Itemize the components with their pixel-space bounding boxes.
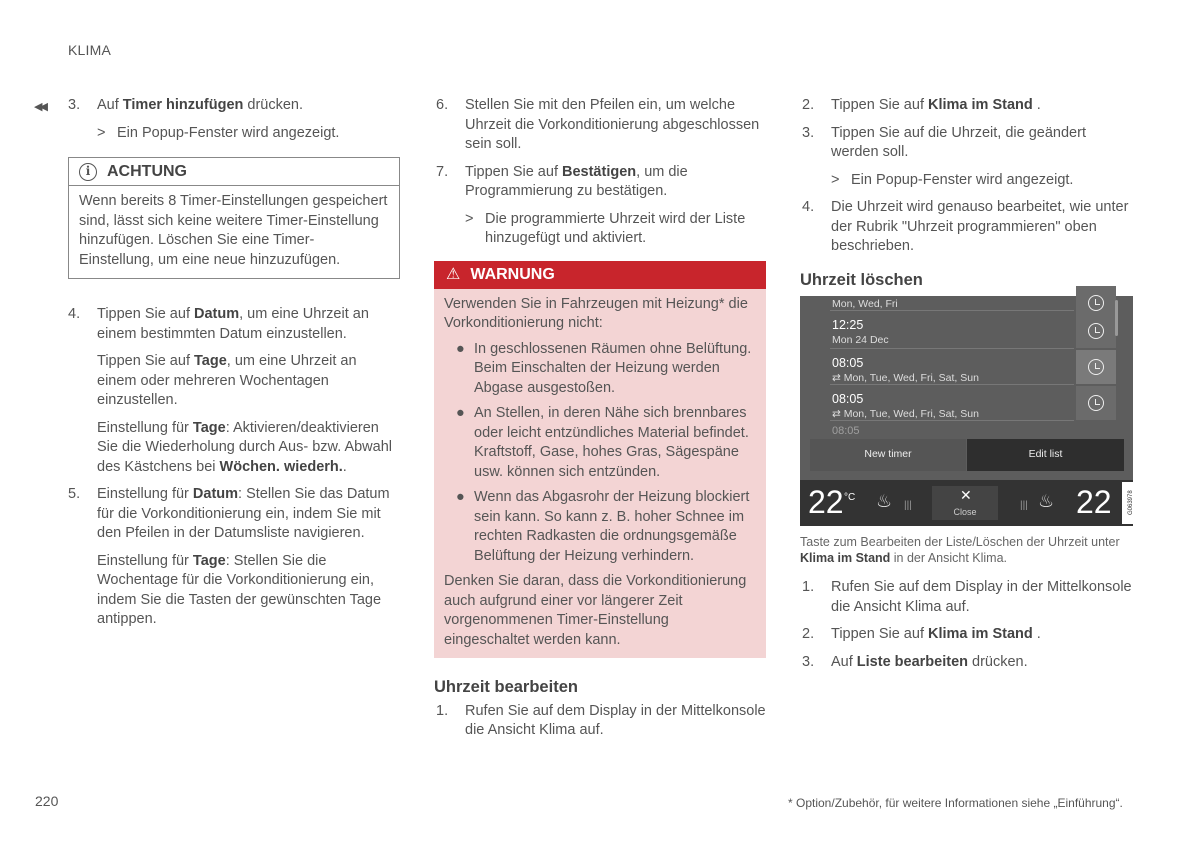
edit-list-button[interactable]: Edit list xyxy=(967,439,1124,471)
timer-clock-icon[interactable] xyxy=(1076,386,1116,420)
warnung-bullet: ● An Stellen, in deren Nähe sich brennbares oder leicht entzündliches Material befindet. Kraftstoff, Gase, hohes Gras, Sägespäne usw. können sich entzünden. xyxy=(456,405,749,480)
warnung-bullet: ● In geschlossenen Räumen ohne Belüftung. Beim Einschalten der Heizung werden Abgase ausgestoßen. xyxy=(456,340,752,396)
step-3: ◀◀ 3. Auf Timer hinzufügen drücken. xyxy=(66,96,400,116)
column-2 xyxy=(434,96,766,749)
level-indicator: ||| xyxy=(904,500,912,511)
warnung-outro: Denken Sie daran, dass die Vorkonditionierung auch aufgrund einer vor längerer Zeit vorgenommenen Timer-Einstellung eingeschaltet werden kann. xyxy=(444,573,747,648)
warnung-intro: Verwenden Sie in Fahrzeugen mit Heizung* die Vorkonditionierung nicht: xyxy=(444,295,748,331)
step-4-days: Tippen Sie auf Tage, um eine Uhrzeit an einem oder mehreren Wochentagen einzustellen. xyxy=(97,353,357,408)
warnung-title: WARNUNG xyxy=(470,265,555,283)
step-3: 3. Auf Liste bearbeiten drücken. xyxy=(802,653,1028,670)
step-2: 2. Tippen Sie auf Klima im Stand . xyxy=(802,97,1041,113)
timer-row[interactable]: 08:05 ⇄ Mon, Tue, Wed, Fri, Sat, Sun xyxy=(832,356,979,384)
step-2: 2. Tippen Sie auf Klima im Stand . xyxy=(802,626,1041,642)
temp-right[interactable]: 22 xyxy=(1076,484,1112,520)
new-timer-button[interactable]: New timer xyxy=(810,439,966,471)
close-button[interactable] xyxy=(932,486,998,520)
section-title: KLIMA xyxy=(68,42,112,58)
step-4-days-setting: Einstellung für Tage: Aktivieren/deaktivieren Sie die Wiederholung durch Aus- bzw. Abwahl des Kästchens bei Wöchen. wiederh.. xyxy=(97,419,393,475)
info-icon: i xyxy=(79,163,97,181)
achtung-box xyxy=(68,157,400,279)
step-3-result: > Ein Popup-Fenster wird angezeigt. xyxy=(97,124,340,141)
step-7-result: > Die programmierte Uhrzeit wird der Liste hinzugefügt und aktiviert. xyxy=(465,210,746,246)
warnung-bullet: ● Wenn das Abgasrohr der Heizung blockiert sein kann. So kann z. B. hoher Schnee im rechten Radkasten die ordnungsgemäße Belüftung der Heizung verhindern. xyxy=(456,489,750,564)
timer-row[interactable]: 08:05 ⇄ Mon, Tue, Wed, Fri, Sat, Sun xyxy=(832,392,979,420)
timer-row[interactable]: 08:05 xyxy=(832,425,860,437)
step-3-result: > Ein Popup-Fenster wird angezeigt. xyxy=(831,171,1074,188)
back-icon[interactable]: ◀◀ xyxy=(34,101,45,113)
step-1: 1. Rufen Sie auf dem Display in der Mittelkonsole die Ansicht Klima auf. xyxy=(802,579,1132,615)
step-1: 1. Rufen Sie auf dem Display in der Mittelkonsole die Ansicht Klima auf. xyxy=(436,702,766,738)
seat-heat-icon[interactable]: ♨ xyxy=(1038,491,1055,511)
page-number: 220 xyxy=(35,793,59,809)
step-5-days: Einstellung für Tage: Stellen Sie die Wochentage für die Vorkonditionierung ein, indem Sie die Tasten der gewünschten Tage antippen. xyxy=(97,552,382,627)
image-caption: Taste zum Bearbeiten der Liste/Löschen der Uhrzeit unter Klima im Stand in der Ansicht Klima. xyxy=(800,535,1120,565)
step-7: 7. Tippen Sie auf Bestätigen, um die Programmierung zu bestätigen. xyxy=(436,163,688,199)
achtung-title: ACHTUNG xyxy=(107,162,187,180)
level-indicator: ||| xyxy=(1020,500,1028,511)
step-4: 4. Tippen Sie auf Datum, um eine Uhrzeit an einem bestimmten Datum einzustellen. xyxy=(68,306,369,342)
step-6: 6. Stellen Sie mit den Pfeilen ein, um welche Uhrzeit die Vorkonditionierung abgeschlossen sein soll. xyxy=(436,97,760,152)
temp-unit: °C xyxy=(844,492,856,503)
timer-row[interactable]: 12:25 Mon 24 Dec xyxy=(832,318,889,346)
temp-left[interactable]: 22 xyxy=(808,484,844,520)
achtung-text: Wenn bereits 8 Timer-Einstellungen gespeichert sind, lässt sich keine weitere Timer-Einstellung hinzufügen. Löschen Sie eine Timer-Einstellung, um eine neue hinzuzufügen. xyxy=(79,193,388,268)
warning-triangle-icon: ⚠ xyxy=(446,265,461,283)
timer-clock-icon[interactable] xyxy=(1076,314,1116,348)
close-label: Close xyxy=(953,507,977,517)
warnung-box xyxy=(434,261,766,659)
column-3 xyxy=(800,96,1134,680)
timer-clock-icon[interactable] xyxy=(1076,350,1116,384)
climate-bar xyxy=(800,480,1133,526)
seat-heat-icon[interactable]: ♨ xyxy=(876,491,893,511)
column-1 xyxy=(34,96,400,638)
close-icon: ✕ xyxy=(960,487,972,503)
timer-row[interactable]: Mon, Wed, Fri xyxy=(832,298,898,310)
heading-uhrzeit-bearbeiten: Uhrzeit bearbeiten xyxy=(434,678,578,696)
image-code: G063978 xyxy=(1122,482,1133,524)
step-5: 5. Einstellung für Datum: Stellen Sie das Datum für die Vorkonditionierung ein, indem Sie mit den Pfeilen in der Datumsliste navigieren. xyxy=(68,486,390,541)
step-3: 3. Tippen Sie auf die Uhrzeit, die geändert werden soll. xyxy=(802,124,1086,160)
scrollbar[interactable] xyxy=(1115,300,1118,336)
climate-screen-image xyxy=(800,296,1133,526)
heading-uhrzeit-loeschen: Uhrzeit löschen xyxy=(800,270,923,289)
footnote: * Option/Zubehör, für weitere Informationen siehe „Einführung“. xyxy=(788,796,1123,810)
step-4: 4. Die Uhrzeit wird genauso bearbeitet, wie unter der Rubrik "Uhrzeit programmieren" oben beschrieben. xyxy=(802,199,1129,254)
